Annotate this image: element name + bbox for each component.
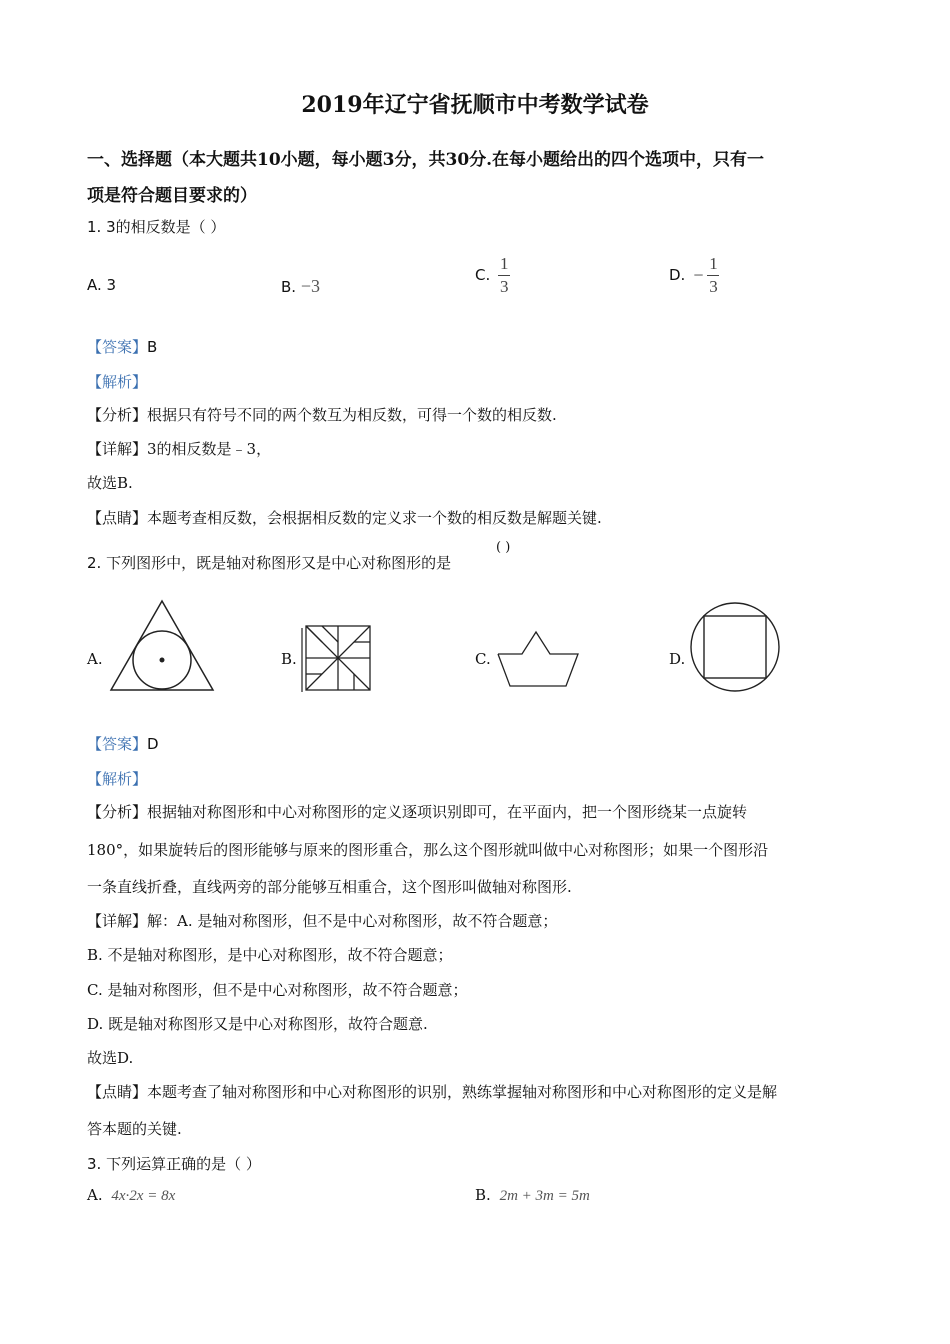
q3-option-b-label: B.	[475, 1186, 491, 1204]
q1-guxuan: 故选B.	[87, 474, 133, 492]
q3-stem: 3. 下列运算正确的是（ ）	[87, 1155, 261, 1173]
q2-xiangjie-line1: 【详解】解：A. 是轴对称图形，但不是中心对称图形，故不符合题意；	[87, 912, 558, 930]
q1-option-c-label: C.	[475, 266, 491, 284]
q2-fenxi-line1: 【分析】根据轴对称图形和中心对称图形的定义逐项识别即可，在平面内，把一个图形绕某一点旋转	[87, 803, 748, 821]
q3-option-a-expr: 4x·2x = 8x	[111, 1188, 176, 1204]
q2-option-a-label[interactable]: A.	[87, 650, 103, 668]
q2-figure-d-circle-square	[688, 600, 782, 694]
q1-dianjing: 【点睛】本题考查相反数，会根据相反数的定义求一个数的相反数是解题关键.	[87, 509, 602, 527]
q1-option-d-fraction	[707, 255, 719, 296]
q1-fenxi: 【分析】根据只有符号不同的两个数互为相反数，可得一个数的相反数.	[87, 406, 557, 424]
q3-option-a[interactable]	[87, 1186, 175, 1205]
q3-option-b[interactable]	[475, 1186, 590, 1205]
answer-tag: 【答案】	[87, 735, 148, 753]
answer-value: D	[147, 735, 159, 753]
section-heading-line2: 项是符合题目要求的）	[87, 186, 257, 206]
q1-c-denominator: 3	[500, 276, 509, 296]
q2-option-c-label[interactable]: C.	[475, 650, 491, 668]
q3-option-b-expr: 2m + 3m = 5m	[499, 1188, 590, 1204]
q1-option-b[interactable]	[281, 276, 320, 297]
q1-xiangjie: 【详解】3的相反数是﹣3，	[87, 440, 272, 458]
q1-option-d-label: D.	[669, 266, 686, 284]
q2-xiangjie-line2: B. 不是轴对称图形，是中心对称图形，故不符合题意；	[87, 946, 453, 964]
q2-xiangjie-line4: D. 既是轴对称图形又是中心对称图形，故符合题意.	[87, 1015, 428, 1033]
answer-value: B	[147, 338, 158, 356]
q1-option-b-value: −3	[300, 276, 320, 296]
q1-analysis-tag: 【解析】	[87, 373, 148, 391]
q1-option-c[interactable]	[475, 252, 510, 298]
q1-d-numerator: 1	[709, 253, 718, 273]
section-heading-line1: 一、选择题（本大题共10小题，每小题3分，共30分.在每小题给出的四个选项中，只有一	[87, 150, 765, 170]
page-title: 2019年辽宁省抚顺市中考数学试卷	[301, 92, 649, 118]
q2-figure-c-boat	[492, 630, 584, 690]
q1-stem: 1. 3的相反数是（ ）	[87, 218, 226, 236]
q1-answer	[87, 336, 157, 357]
q1-option-d[interactable]	[669, 252, 719, 298]
q1-option-b-label: B.	[281, 278, 297, 296]
q2-analysis-tag: 【解析】	[87, 770, 148, 788]
q2-figure-a-triangle-circle	[108, 598, 216, 694]
q2-dianjing-line1: 【点睛】本题考查了轴对称图形和中心对称图形的识别，熟练掌握轴对称图形和中心对称图形的定义是解	[87, 1083, 778, 1101]
q3-option-a-label: A.	[87, 1186, 103, 1204]
q1-d-denominator: 3	[709, 276, 718, 296]
fraction-bar	[498, 275, 510, 276]
q2-fenxi-line3: 一条直线折叠，直线两旁的部分能够互相重合，这个图形叫做轴对称图形.	[87, 878, 572, 896]
q1-option-a[interactable]: A. 3	[87, 276, 117, 294]
q2-answer	[87, 733, 159, 754]
q1-d-sign: −	[693, 264, 704, 285]
q2-dianjing-line2: 答本题的关键.	[87, 1120, 182, 1138]
q1-c-numerator: 1	[500, 253, 509, 273]
q2-option-b-label[interactable]: B.	[281, 650, 297, 668]
q2-option-d-label[interactable]: D.	[669, 650, 686, 668]
q2-xiangjie-line3: C. 是轴对称图形，但不是中心对称图形，故不符合题意；	[87, 981, 468, 999]
q2-paren: ( )	[496, 540, 511, 555]
q2-guxuan: 故选D.	[87, 1049, 134, 1067]
fraction-bar	[707, 275, 719, 276]
q2-fenxi-line2: 180°，如果旋转后的图形能够与原来的图形重合，那么这个图形就叫做中心对称图形；如果一个图形沿	[87, 841, 769, 859]
q2-stem: 2. 下列图形中，既是轴对称图形又是中心对称图形的是	[87, 554, 452, 572]
q1-option-c-fraction	[498, 255, 510, 296]
answer-tag: 【答案】	[87, 338, 148, 356]
q2-figure-b-pinwheel	[298, 620, 376, 696]
